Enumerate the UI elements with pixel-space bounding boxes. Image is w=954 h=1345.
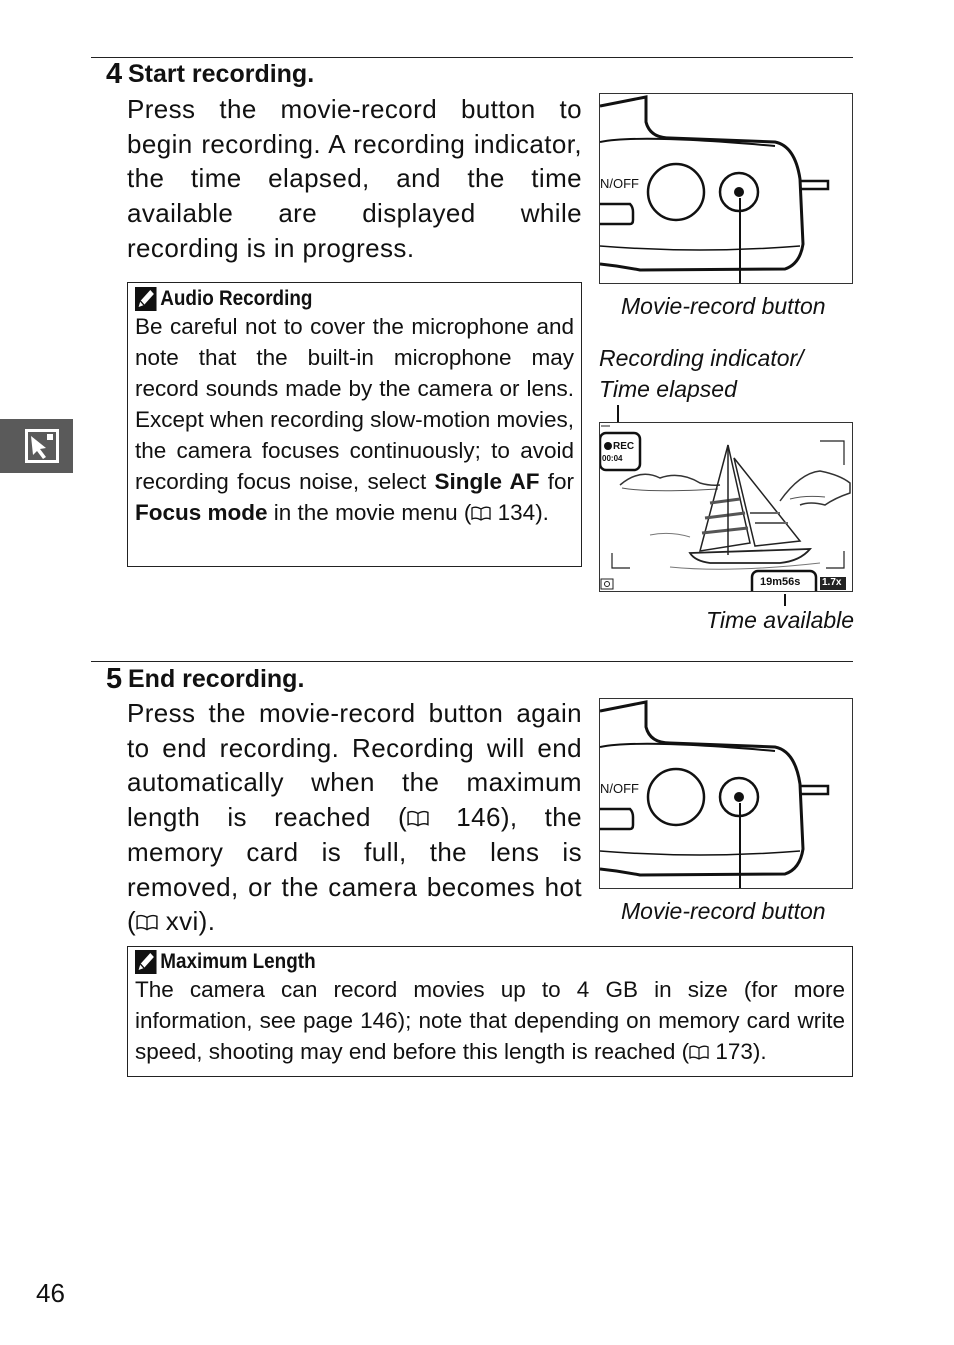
book-reference-icon bbox=[471, 506, 491, 521]
step-5-button-caption: Movie-record button bbox=[621, 898, 826, 924]
recording-indicator-caption: Recording indicator/ bbox=[599, 345, 804, 371]
time-available-readout: 19m56s bbox=[760, 576, 801, 588]
step-4-title: Start recording. bbox=[128, 60, 315, 88]
maximum-length-note bbox=[127, 946, 853, 1077]
step-5-number: 5 bbox=[106, 663, 122, 695]
time-available-caption: Time available bbox=[706, 607, 855, 633]
audio-note-heading bbox=[135, 287, 530, 311]
time-available-callout-line bbox=[784, 594, 786, 606]
sailboat-scene-illustration bbox=[600, 423, 853, 592]
step-5-page-ref-1[interactable]: 146 bbox=[456, 802, 501, 833]
audio-note-title: Audio Recording bbox=[160, 287, 313, 310]
movie-section-tab bbox=[0, 419, 73, 473]
camera-top-figure-2 bbox=[599, 698, 853, 889]
step-5-title: End recording. bbox=[128, 665, 305, 693]
audio-note-text-a: Be careful not to cover the microphone and note that the built-in microphone may record sounds made by the camera or lens. Except when recording slow-motion movies, the camera focuses continuously; to avoid recording focus noise, select bbox=[135, 314, 574, 494]
single-af-term: Single AF bbox=[434, 469, 540, 494]
pencil-note-icon bbox=[135, 287, 157, 311]
step-5-text-c: ). bbox=[198, 906, 216, 937]
power-switch-label: N/OFF bbox=[600, 781, 639, 796]
step-5-text-a: Press the movie-record button again to end recording. Recording will end automatically when the maximum length is reached ( bbox=[127, 698, 582, 833]
monitor-display-figure bbox=[599, 422, 853, 592]
audio-note-text-d: ). bbox=[535, 500, 549, 525]
audio-note-body bbox=[135, 311, 574, 528]
max-length-body bbox=[135, 974, 845, 1067]
camera-top-figure-1 bbox=[599, 93, 853, 284]
rec-indicator: REC bbox=[613, 441, 635, 452]
book-reference-icon bbox=[136, 914, 158, 931]
audio-note-page-ref[interactable]: 134 bbox=[497, 500, 536, 525]
audio-note-text-b: for bbox=[539, 469, 575, 494]
power-switch-label: N/OFF bbox=[600, 176, 639, 191]
step-5-text bbox=[127, 696, 582, 939]
step-5-text-b: ), the memory card is full, the lens is removed, or the camera becomes hot ( bbox=[127, 802, 582, 937]
step-4-number: 4 bbox=[106, 58, 122, 90]
audio-recording-note bbox=[127, 282, 582, 567]
max-length-page-ref[interactable]: 173 bbox=[715, 1039, 753, 1064]
time-elapsed-readout: 00:04 bbox=[602, 454, 623, 463]
max-length-title: Maximum Length bbox=[160, 950, 316, 973]
audio-note-text-c: in the movie menu ( bbox=[267, 500, 472, 525]
section-rule-middle bbox=[91, 661, 853, 662]
page-number: 46 bbox=[36, 1278, 65, 1308]
time-elapsed-caption: Time elapsed bbox=[599, 376, 737, 402]
book-reference-icon bbox=[689, 1045, 709, 1060]
focus-mode-term: Focus mode bbox=[135, 500, 268, 525]
max-length-text-b: ). bbox=[752, 1039, 767, 1064]
max-length-heading bbox=[135, 950, 774, 974]
book-reference-icon bbox=[407, 810, 429, 827]
section-rule-top bbox=[91, 57, 853, 58]
pencil-note-icon bbox=[135, 950, 157, 974]
movie-mode-tab-icon bbox=[0, 419, 73, 473]
step-4-button-caption: Movie-record button bbox=[621, 293, 826, 319]
step-5-page-ref-2[interactable]: xvi bbox=[165, 906, 199, 937]
step-4-text: Press the movie-record button to begin recording. A recording indicator, the time elapsed, and the time available are displayed while recording is in progress. bbox=[127, 94, 582, 263]
max-length-text-a: The camera can record movies up to 4 GB in size (for more information, see page 146); note that depending on memory card write speed, shooting may end before this length is reached ( bbox=[135, 977, 845, 1064]
zoom-readout: 1.7x bbox=[822, 577, 842, 588]
